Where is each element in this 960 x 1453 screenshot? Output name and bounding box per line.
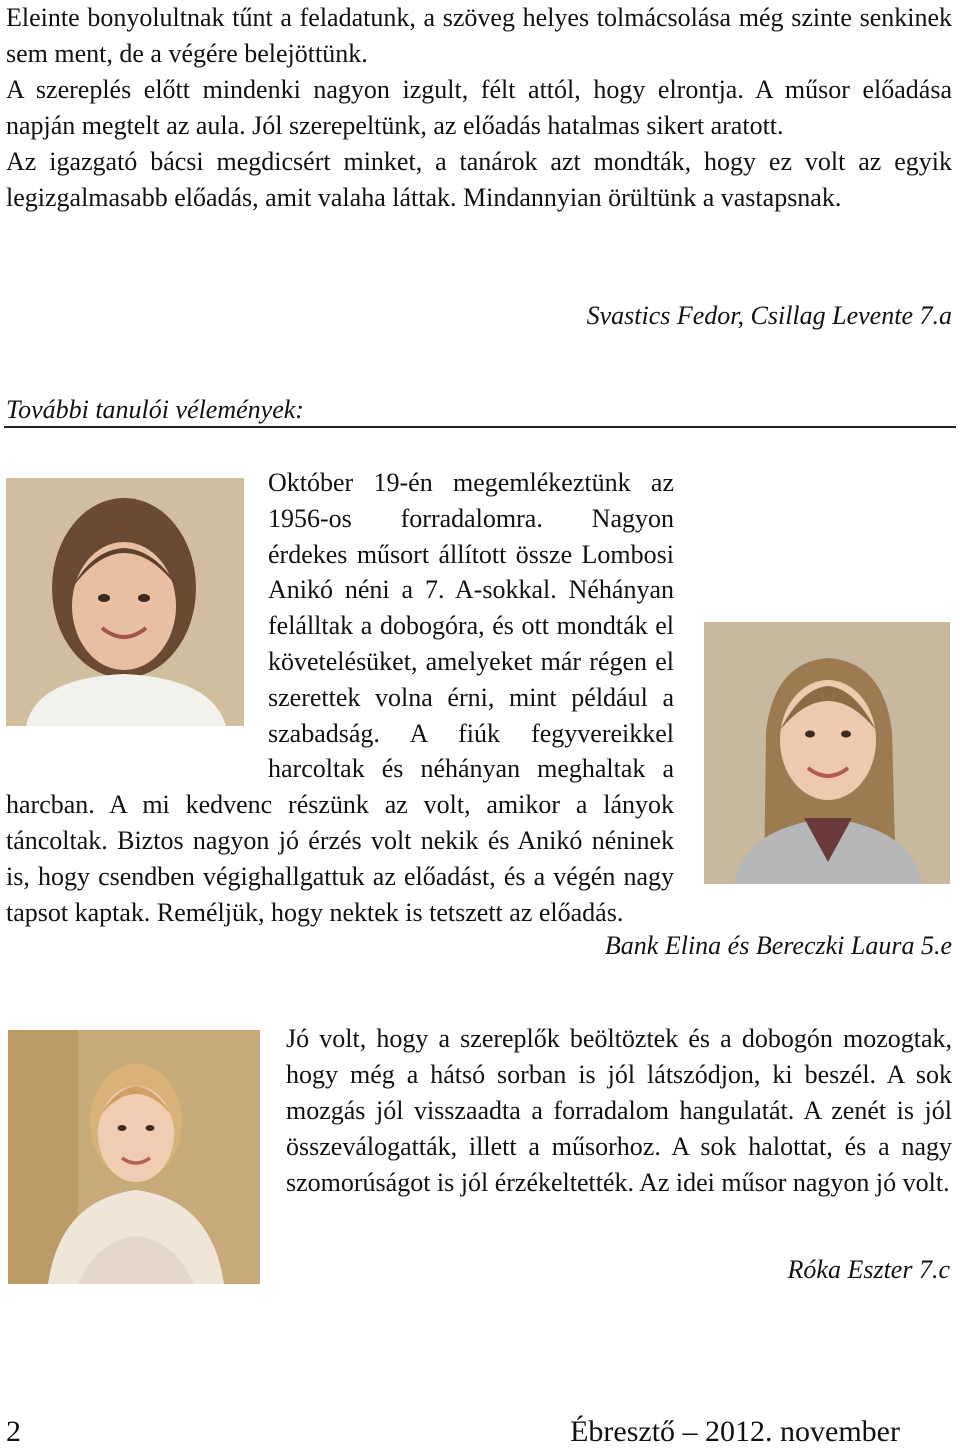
student-photo-3	[8, 1030, 260, 1284]
section-divider	[4, 426, 956, 428]
publication-title: Ébresztő – 2012. november	[570, 1415, 900, 1448]
opinion-1-text: Október 19-én megemlékeztünk az 1956-os forradalomra. Nagyon érdekes műsort állított össze Lombosi Anikó néni a 7. A-sokkal. Néhányan felálltak a dobogóra, és ott mondták el követelésüket, amelyeket már régen el szerettek volna érni, mint például a szabadság. A fiúk fegyvereikkel harcoltak és néhányan meghaltak a harcban. A mi kedvenc részünk az volt, amikor a lányok táncoltak. Biztos nagyon jó érzés volt nekik és Anikó néninek is, hogy csendben végighallgattuk az előadást, és a végén nagy tapsot kaptak. Reméljük, hogy nektek is tetszett az előadás.	[6, 468, 674, 927]
signature-top: Svastics Fedor, Csillag Levente 7.a	[586, 301, 952, 330]
paragraph-1: Eleinte bonyolultnak tűnt a feladatunk, a szöveg helyes tolmácsolása még szinte senkinek sem ment, de a végére belejöttünk.	[6, 3, 952, 68]
paragraph-2: A szereplés előtt mindenki nagyon izgult, félt attól, hogy elrontja. A műsor előadása napján megtelt az aula. Jól szerepeltünk, az előadás hatalmas sikert aratott.	[6, 75, 952, 140]
article-top	[6, 0, 952, 216]
opinion-2-text: Jó volt, hogy a szereplők beöltöztek és a dobogón mozogtak, hogy még a hátsó sorban is jól látszódjon, ki beszél. A sok mozgás jól visszaadta a forradalom hangulatát. A zenét is jól összeválogatták, illett a műsorhoz. A sok halottat, és a nagy szomorúságot is jól érzékeltették. Az idei műsor nagyon jó volt.	[286, 1024, 952, 1197]
signature-opinion-2: Róka Eszter 7.c	[787, 1255, 950, 1284]
section-heading: További tanulói vélemények:	[6, 395, 304, 424]
opinion-2	[286, 1021, 952, 1201]
signature-opinion-1: Bank Elina és Bereczki Laura 5.e	[604, 931, 952, 960]
page-number: 2	[6, 1415, 21, 1448]
paragraph-3: Az igazgató bácsi megdicsért minket, a tanárok azt mondták, hogy ez volt az egyik legizgalmasabb előadás, amit valaha láttak. Mindannyian örültünk a vastapsnak.	[6, 147, 952, 212]
